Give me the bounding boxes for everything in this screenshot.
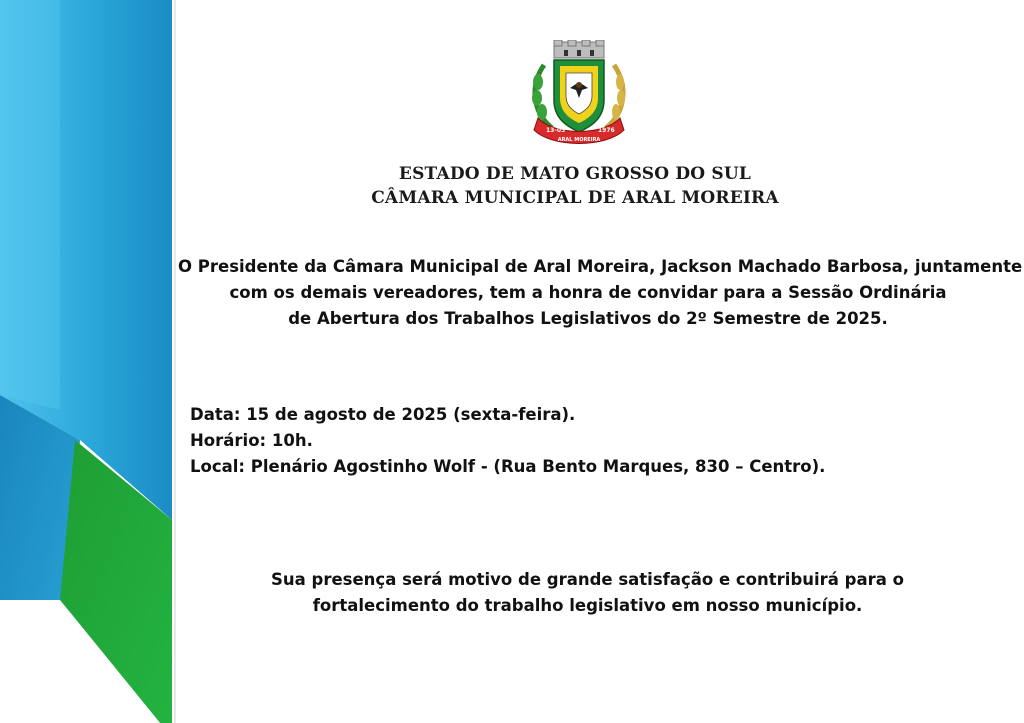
document-header — [300, 162, 850, 210]
invitation-line-2: com os demais vereadores, tem a honra de convidar para a Sessão Ordinária — [229, 283, 947, 302]
invitation-line-3: de Abertura dos Trabalhos Legislativos do 2º Semestre de 2025. — [288, 309, 888, 328]
header-state: ESTADO DE MATO GROSSO DO SUL — [398, 164, 752, 184]
event-time: Horário: 10h. — [190, 431, 313, 450]
event-date: Data: 15 de agosto de 2025 (sexta-feira). — [190, 405, 576, 424]
event-details — [190, 402, 890, 480]
municipal-crest-logo — [524, 40, 634, 150]
invitation-paragraph — [178, 254, 1023, 332]
invitation-line-1: O Presidente da Câmara Municipal de Aral Moreira, Jackson Machado Barbosa, juntamente — [178, 257, 1023, 276]
crest-year-left: 13-05 — [546, 127, 566, 134]
header-chamber: CÂMARA MUNICIPAL DE ARAL MOREIRA — [371, 188, 779, 208]
event-location: Local: Plenário Agostinho Wolf - (Rua Bento Marques, 830 – Centro). — [190, 457, 826, 476]
closing-line-2: fortalecimento do trabalho legislativo em nosso município. — [312, 596, 863, 615]
crest-banner-text: ARAL MOREIRA — [557, 137, 601, 143]
decorative-ribbon — [0, 0, 178, 723]
closing-paragraph — [230, 567, 945, 619]
closing-line-1: Sua presença será motivo de grande satisfação e contribuirá para o — [271, 570, 904, 589]
crest-year-right: 1976 — [598, 127, 615, 134]
